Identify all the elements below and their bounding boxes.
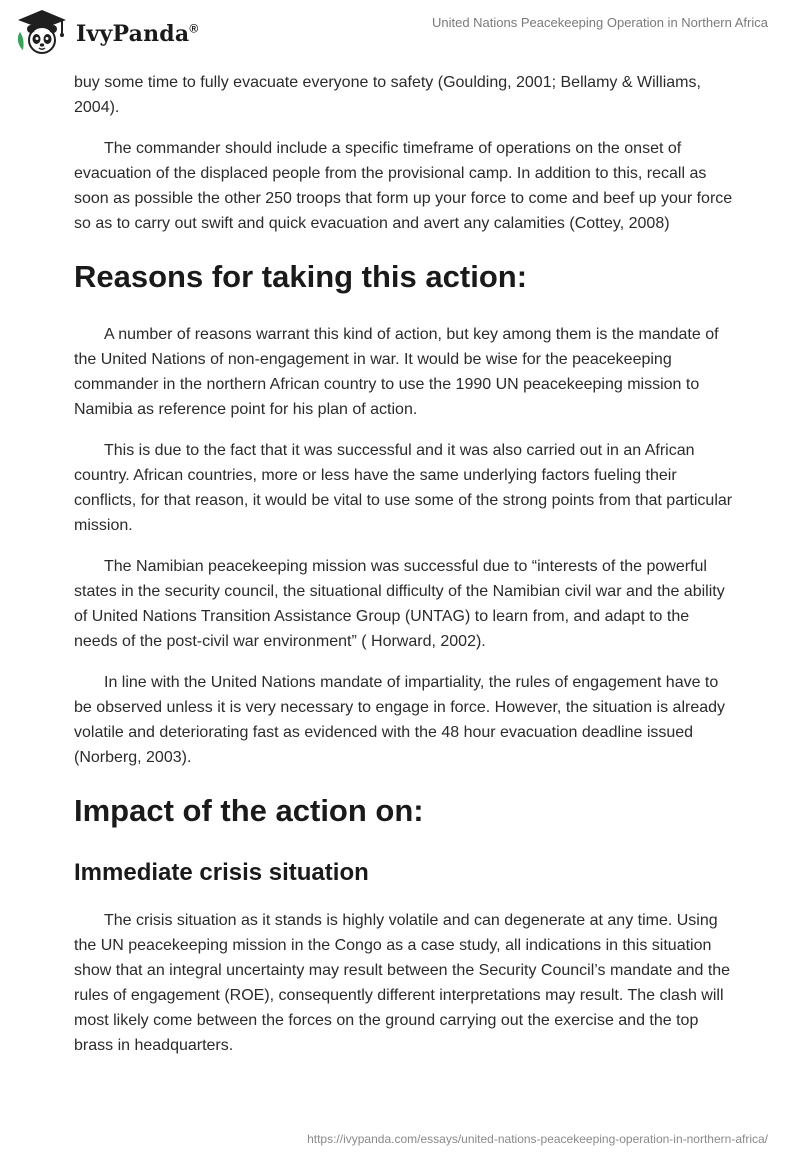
paragraph: buy some time to fully evacuate everyone to safety (Goulding, 2001; Bellamy & Williams, 2004). bbox=[74, 74, 701, 116]
essay-content bbox=[74, 70, 734, 1074]
section-heading-impact: Impact of the action on: bbox=[74, 793, 424, 828]
source-url[interactable]: https://ivypanda.com/essays/united-nations-peacekeeping-operation-in-northern-africa/ bbox=[307, 1132, 768, 1146]
paragraph: In line with the United Nations mandate of impartiality, the rules of engagement have to be observed unless it is very necessary to engage in force. However, the situation is already volatile and deteriorating fast as evidenced with the 48 hour evacuation deadline issued (Norberg, 2003). bbox=[74, 674, 726, 766]
paragraph: The commander should include a specific timeframe of operations on the onset of evacuation of the displaced people from the provisional camp. In addition to this, recall as soon as possible the other 250 troops that form up your force to come and beef up your force so as to carry out swift and quick evacuation and avert any calamities (Cottey, 2008) bbox=[74, 140, 733, 232]
brand-name: IvyPanda® bbox=[76, 21, 199, 47]
document-title: United Nations Peacekeeping Operation in Northern Africa bbox=[431, 15, 768, 30]
section-heading-reasons: Reasons for taking this action: bbox=[74, 259, 528, 294]
paragraph: A number of reasons warrant this kind of action, but key among them is the mandate of the United Nations of non-engagement in war. It would be wise for the peacekeeping commander in the northern African country to use the 1990 UN peacekeeping mission to Namibia as reference point for his plan of action. bbox=[74, 326, 719, 418]
page-header bbox=[0, 0, 800, 70]
paragraph: The Namibian peacekeeping mission was successful due to “interests of the powerful states in the security council, the situational difficulty of the Namibian civil war and the ability of United Nations Transition Assistance Group (UNTAG) to learn from, and adapt to the needs of the post-civil war environment” ( Horward, 2002). bbox=[74, 558, 725, 650]
paragraph: The crisis situation as it stands is highly volatile and can degenerate at any time. Using the UN peacekeeping mission in the Congo as a case study, all indications in this situation show that an integral uncertainty may result between the Security Council’s mandate and the rules of engagement (ROE), consequently different interpretations may result. The clash will most likely come between the forces on the ground carrying out the exercise and the top brass in headquarters. bbox=[74, 912, 731, 1054]
panda-graduate-icon bbox=[14, 8, 70, 56]
ivypanda-logo[interactable] bbox=[14, 8, 198, 56]
subsection-heading-immediate: Immediate crisis situation bbox=[74, 859, 369, 886]
paragraph: This is due to the fact that it was successful and it was also carried out in an African country. African countries, more or less have the same underlying factors fueling their conflicts, for that reason, it would be vital to use some of the strong points from that particular mission. bbox=[74, 442, 733, 534]
